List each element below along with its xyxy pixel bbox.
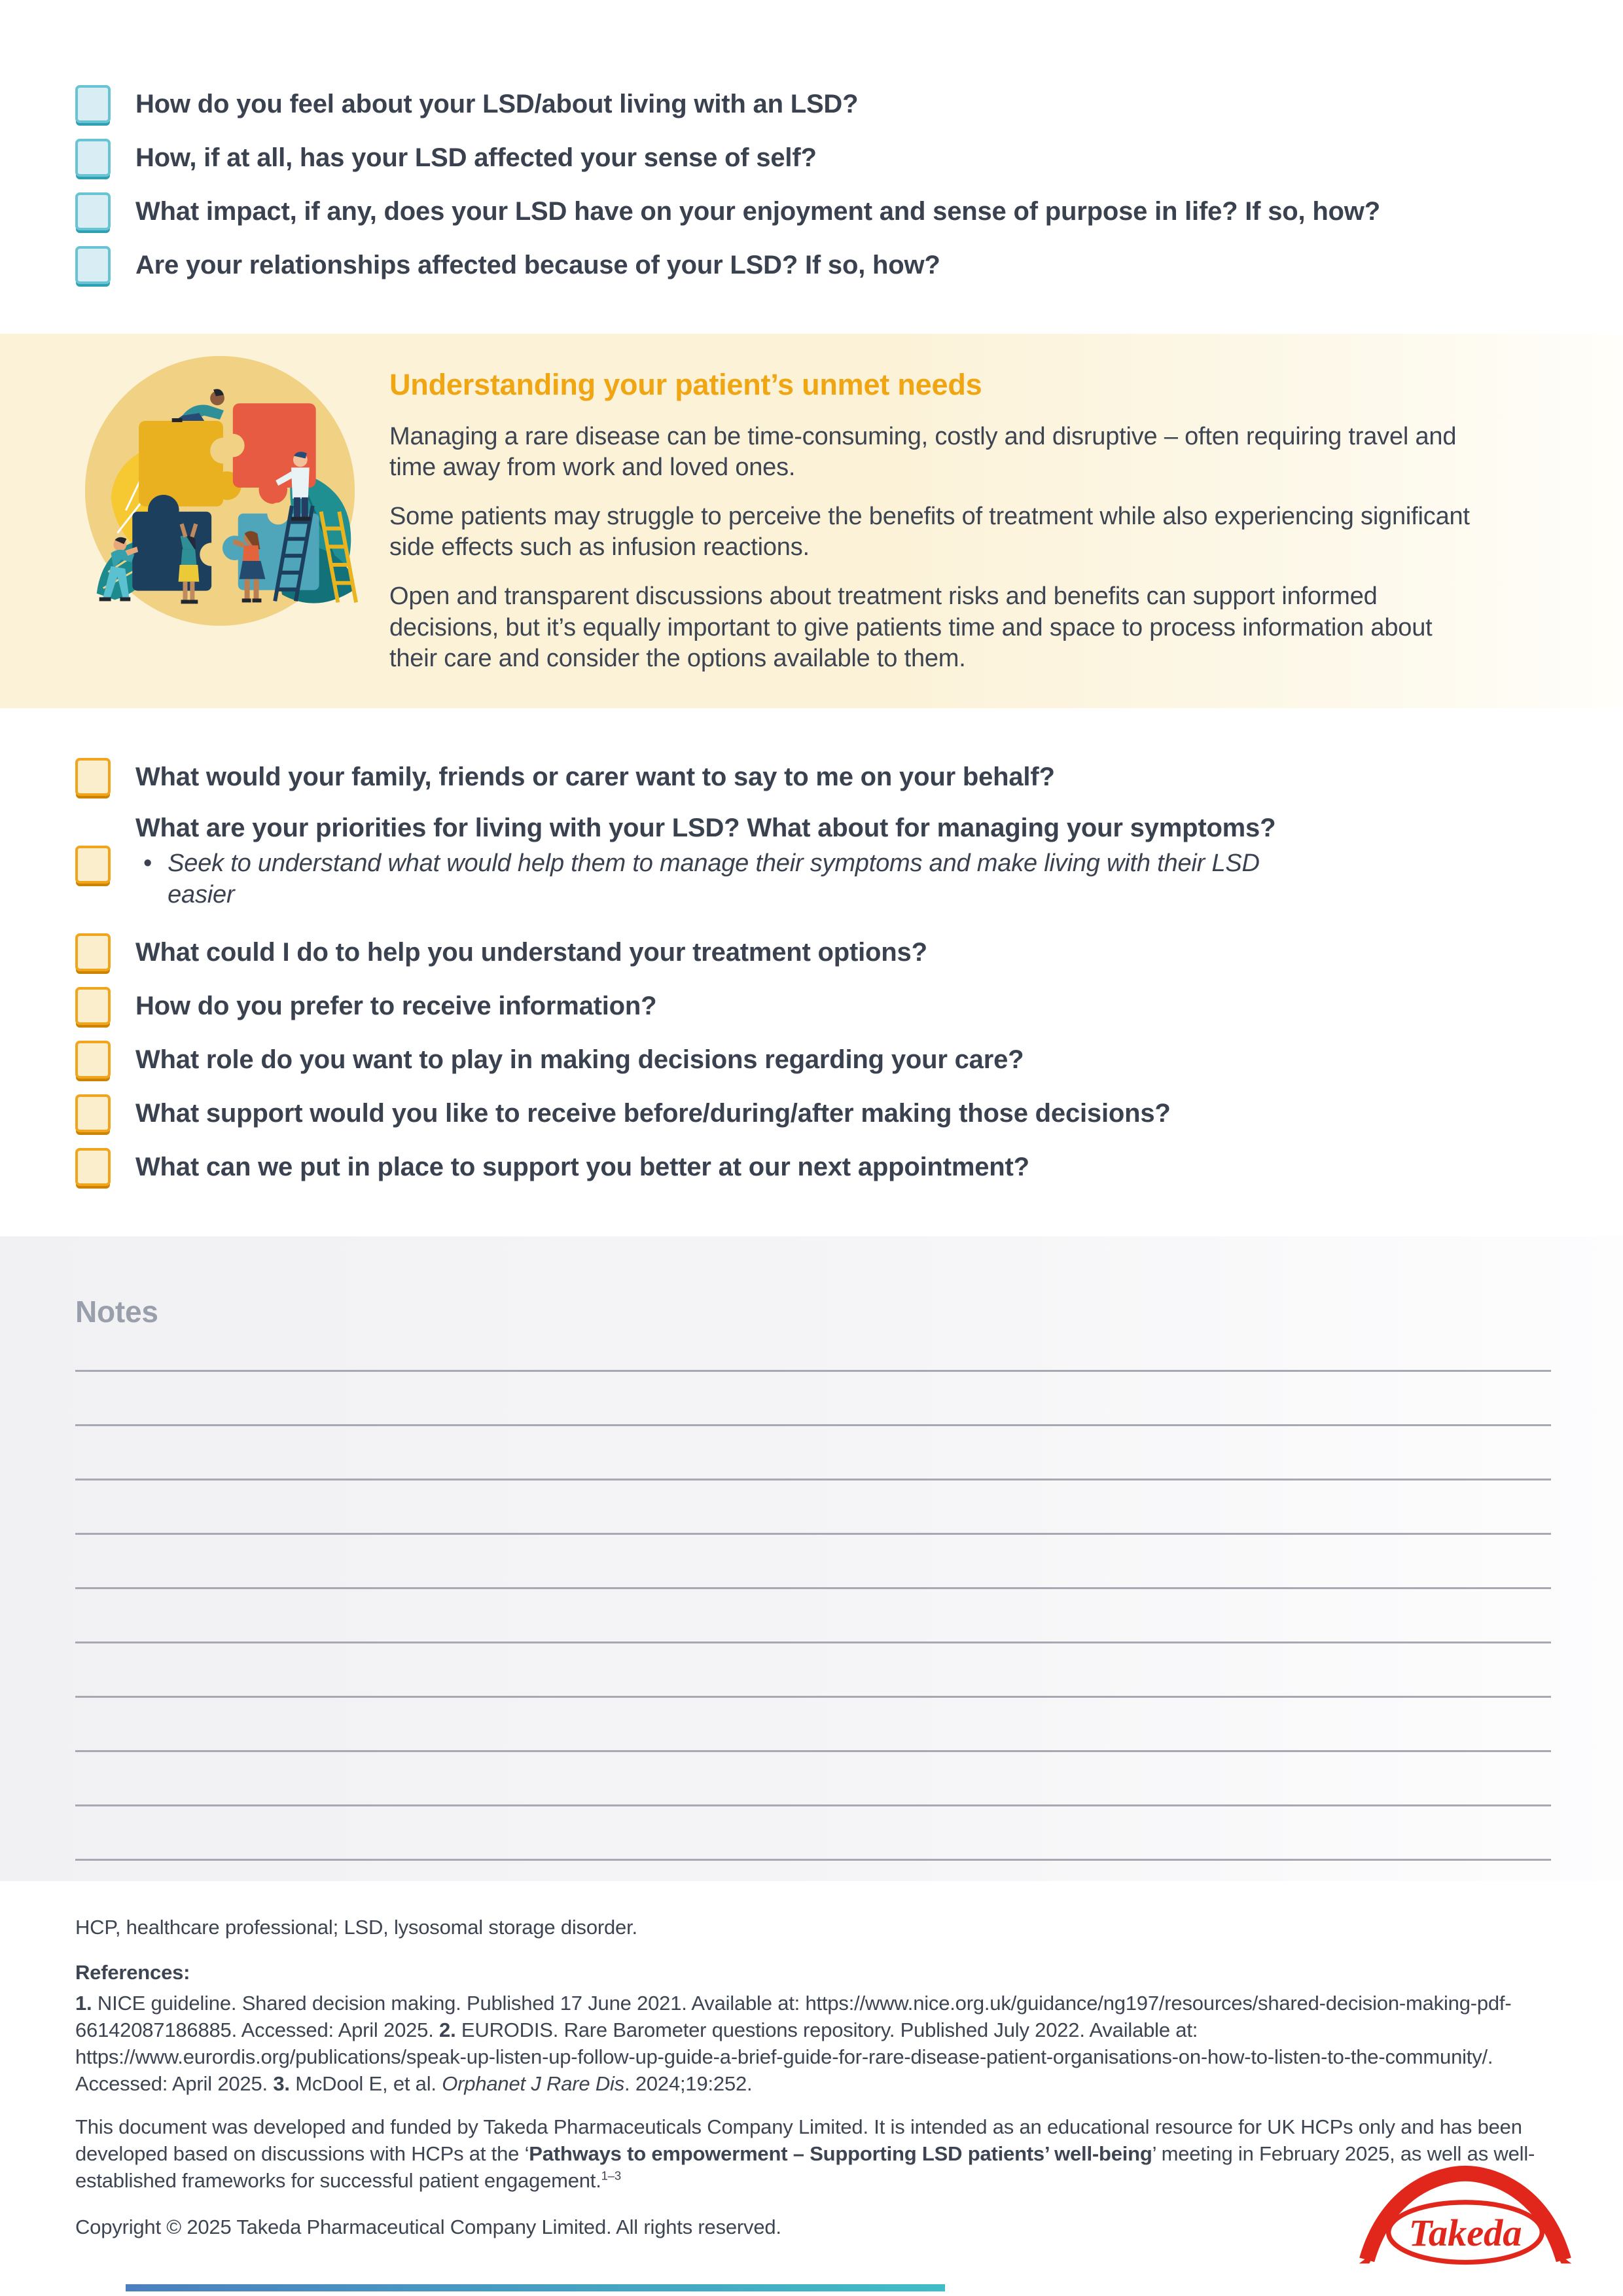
unmet-needs-paragraph: Some patients may struggle to perceive the benefits of treatment while also experiencing significant side effects such as infusion reactions. — [389, 503, 1470, 562]
unmet-needs-paragraph: Open and transparent discussions about treatment risks and benefits can support informed decisions, but it’s equally important to give patients time and space to process information about their care and consider the options available to them. — [389, 583, 1433, 672]
unmet-needs-title: Understanding your patient’s unmet needs — [389, 368, 982, 401]
footer — [75, 1914, 1561, 2241]
question-text: How, if at all, has your LSD affected your sense of self? — [135, 143, 817, 172]
takeda-logo-text: Takeda — [1408, 2211, 1522, 2254]
checkbox[interactable] — [75, 139, 111, 177]
notes-title: Notes — [75, 1295, 158, 1329]
checkbox[interactable] — [75, 1094, 111, 1132]
funding-disclaimer: This document was developed and funded by Takeda Pharmaceuticals Company Limited. It is intended as an educational resource for UK HCPs only and has been developed based on discussions with HCPs at the ‘Pathways to empowerment – Supporting LSD patients’ well-being’ meeting in February 2025, as well as well-established frameworks for successful patient engagement.$^{1-3}$ — [75, 2115, 1535, 2193]
abbreviations-line: HCP, healthcare professional; LSD, lysosomal storage disorder. — [75, 1916, 637, 1939]
note-line — [75, 1804, 1551, 1806]
note-line — [75, 1370, 1551, 1372]
question-text: What are your priorities for living with your LSD? What about for managing your symptoms? — [135, 814, 1276, 842]
checklist-item — [75, 85, 1580, 123]
checklist-item — [75, 758, 1580, 796]
checklist-item — [75, 933, 1580, 971]
question-text: What role do you want to play in making decisions regarding your care? — [135, 1045, 1024, 1074]
question-checklist-orange — [75, 758, 1580, 1202]
question-text: Are your relationships affected because of your LSD? If so, how? — [135, 251, 940, 279]
checklist-item — [75, 987, 1580, 1025]
references-label: References: — [75, 1960, 190, 1984]
question-text: What would your family, friends or carer want to say to me on your behalf? — [135, 762, 1055, 791]
checklist-item — [75, 139, 1580, 177]
question-text: What can we put in place to support you better at our next appointment? — [135, 1152, 1029, 1181]
references-paragraph: 1. NICE guideline. Shared decision making. Published 17 June 2021. Available at: https://www.nice.org.uk/guidance/ng197/resources/shared-decision-making-pdf-66142087186885. Accessed: April 2025. 2. EURODIS. Rare Barometer questions repository. Published July 2022. Available at: https://www.eurordis.org/publications/speak-up-listen-up-follow-up-guide-a-brief-guide-for-rare-disease-patient-organisations-on-how-to-listen-to-the-community/. Accessed: April 2025. 3. McDool E, et al. Orphanet J Rare Dis. 2024;19:252. — [75, 1991, 1512, 2095]
checkbox[interactable] — [75, 246, 111, 284]
checkbox[interactable] — [75, 758, 111, 796]
notes-section[interactable] — [0, 1236, 1623, 1881]
checkbox[interactable] — [75, 192, 111, 230]
note-line — [75, 1479, 1551, 1480]
question-text: What impact, if any, does your LSD have on your enjoyment and sense of purpose in life? If so, how? — [135, 197, 1380, 226]
note-line — [75, 1641, 1551, 1643]
sub-bullet: • Seek to understand what would help them to manage their symptoms and make living with their LSD easier — [143, 850, 1260, 908]
copyright-line: Copyright © 2025 Takeda Pharmaceutical Company Limited. All rights reserved. — [75, 2215, 781, 2239]
checklist-item — [75, 246, 1580, 284]
note-line — [75, 1424, 1551, 1426]
notes-lines — [75, 1370, 1623, 1861]
checkbox[interactable] — [75, 1041, 111, 1079]
unmet-needs-paragraph: Managing a rare disease can be time-consuming, costly and disruptive – often requiring travel and time away from work and loved ones. — [389, 423, 1457, 482]
takeda-logo — [1357, 2160, 1573, 2271]
checkbox[interactable] — [75, 1148, 111, 1186]
question-text: What could I do to help you understand your treatment options? — [135, 937, 927, 967]
question-text: How do you feel about your LSD/about living with an LSD? — [135, 90, 859, 118]
bottom-accent-bar — [126, 2284, 945, 2291]
sub-bullets — [143, 848, 1580, 911]
checkbox[interactable] — [75, 933, 111, 971]
checkbox[interactable] — [75, 85, 111, 123]
checklist-item — [75, 1041, 1580, 1079]
question-checklist-blue — [75, 85, 1580, 300]
checkbox[interactable] — [75, 846, 111, 884]
note-line — [75, 1696, 1551, 1698]
note-line — [75, 1859, 1551, 1861]
checklist-item — [75, 812, 1580, 918]
checklist-item — [75, 1094, 1580, 1132]
note-line — [75, 1750, 1551, 1752]
teamwork-puzzle-illustration — [77, 348, 363, 634]
note-line — [75, 1533, 1551, 1535]
unmet-needs-section — [0, 334, 1623, 708]
checkbox[interactable] — [75, 987, 111, 1025]
question-text: What support would you like to receive before/during/after making those decisions? — [135, 1098, 1171, 1128]
checklist-item — [75, 192, 1580, 230]
question-text: How do you prefer to receive information? — [135, 991, 657, 1020]
checklist-item — [75, 1148, 1580, 1186]
note-line — [75, 1587, 1551, 1589]
